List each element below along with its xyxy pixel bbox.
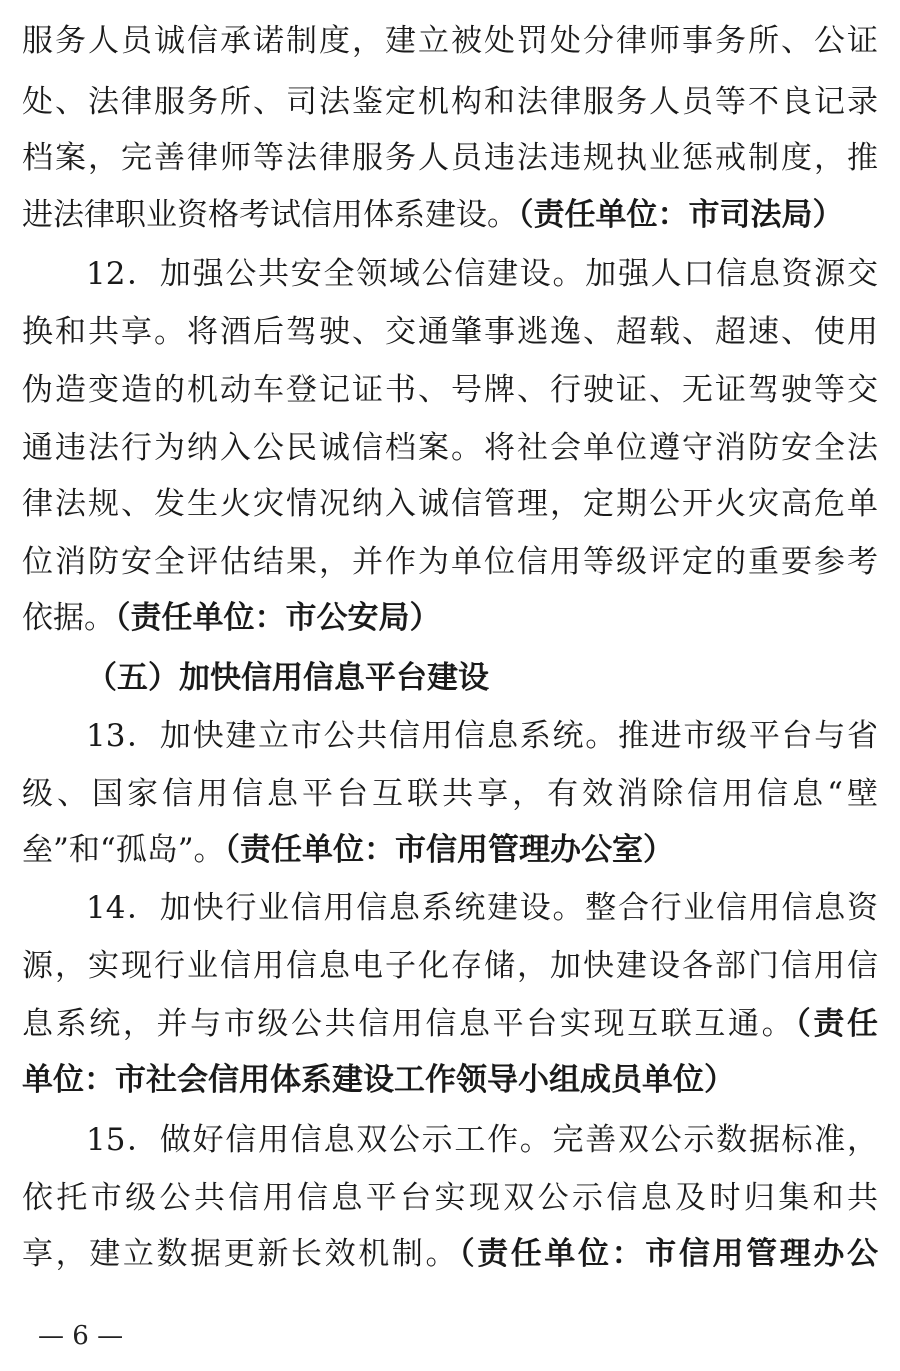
body-text: 依托市级公共信用信息平台实现双公示信息及时归集和共 xyxy=(22,1180,878,1216)
body-text: 伪造变造的机动车登记证书、号牌、行驶证、无证驾驶等交 xyxy=(22,372,878,408)
body-text: 处、法律服务所、司法鉴定机构和法律服务人员等不良记录 xyxy=(22,84,878,120)
body-text: 12．加强公共安全领域公信建设。加强人口信息资源交 xyxy=(86,256,878,292)
body-text: 换和共享。将酒后驾驶、交通肇事逃逸、超载、超速、使用 xyxy=(22,314,878,350)
body-text: 享，建立数据更新长效机制。 xyxy=(22,1236,460,1272)
responsible-unit: （责任单位：市信用管理办公室） xyxy=(224,832,675,868)
body-text: 13．加快建立市公共信用信息系统。推进市级平台与省 xyxy=(86,718,878,754)
paragraph-line xyxy=(22,1216,878,1292)
body-text: 源，实现行业信用信息电子化存储，加快建设各部门信用信 xyxy=(22,948,878,984)
body-text: 依据。 xyxy=(22,600,115,636)
body-text: 级、国家信用信息平台互联共享，有效消除信用信息“壁 xyxy=(22,776,878,812)
body-text: 律法规、发生火灾情况纳入诚信管理，定期公开火灾高危单 xyxy=(22,486,878,522)
body-text: 服务人员诚信承诺制度，建立被处罚处分律师事务所、公证 xyxy=(22,23,878,59)
body-text: 14．加快行业信用信息系统建设。整合行业信用信息资 xyxy=(86,890,878,926)
responsible-unit: （责任 xyxy=(795,1006,879,1042)
responsible-unit: （责任单位：市信用管理办公 xyxy=(459,1236,879,1272)
body-text: 垒”和“孤岛”。 xyxy=(22,832,225,868)
body-text: 息系统，并与市级公共信用信息平台实现互联互通。 xyxy=(22,1006,796,1042)
body-text: 位消防安全评估结果，并作为单位信用等级评定的重要参考 xyxy=(22,544,878,580)
body-text: 进法律职业资格考试信用体系建设。 xyxy=(22,197,518,233)
body-text: 通违法行为纳入公民诚信档案。将社会单位遵守消防安全法 xyxy=(22,430,878,466)
responsible-unit: （责任单位：市公安局） xyxy=(115,600,441,636)
body-text: 15．做好信用信息双公示工作。完善双公示数据标准， xyxy=(86,1122,878,1158)
page-number: — 6 — xyxy=(38,1321,124,1351)
responsible-unit: （责任单位：市司法局） xyxy=(518,197,844,233)
body-text: 档案，完善律师等法律服务人员违法违规执业惩戒制度，推 xyxy=(22,140,878,176)
section-heading: （五）加快信用信息平台建设 xyxy=(86,660,489,696)
responsible-unit: 单位：市社会信用体系建设工作领导小组成员单位） xyxy=(22,1062,735,1098)
